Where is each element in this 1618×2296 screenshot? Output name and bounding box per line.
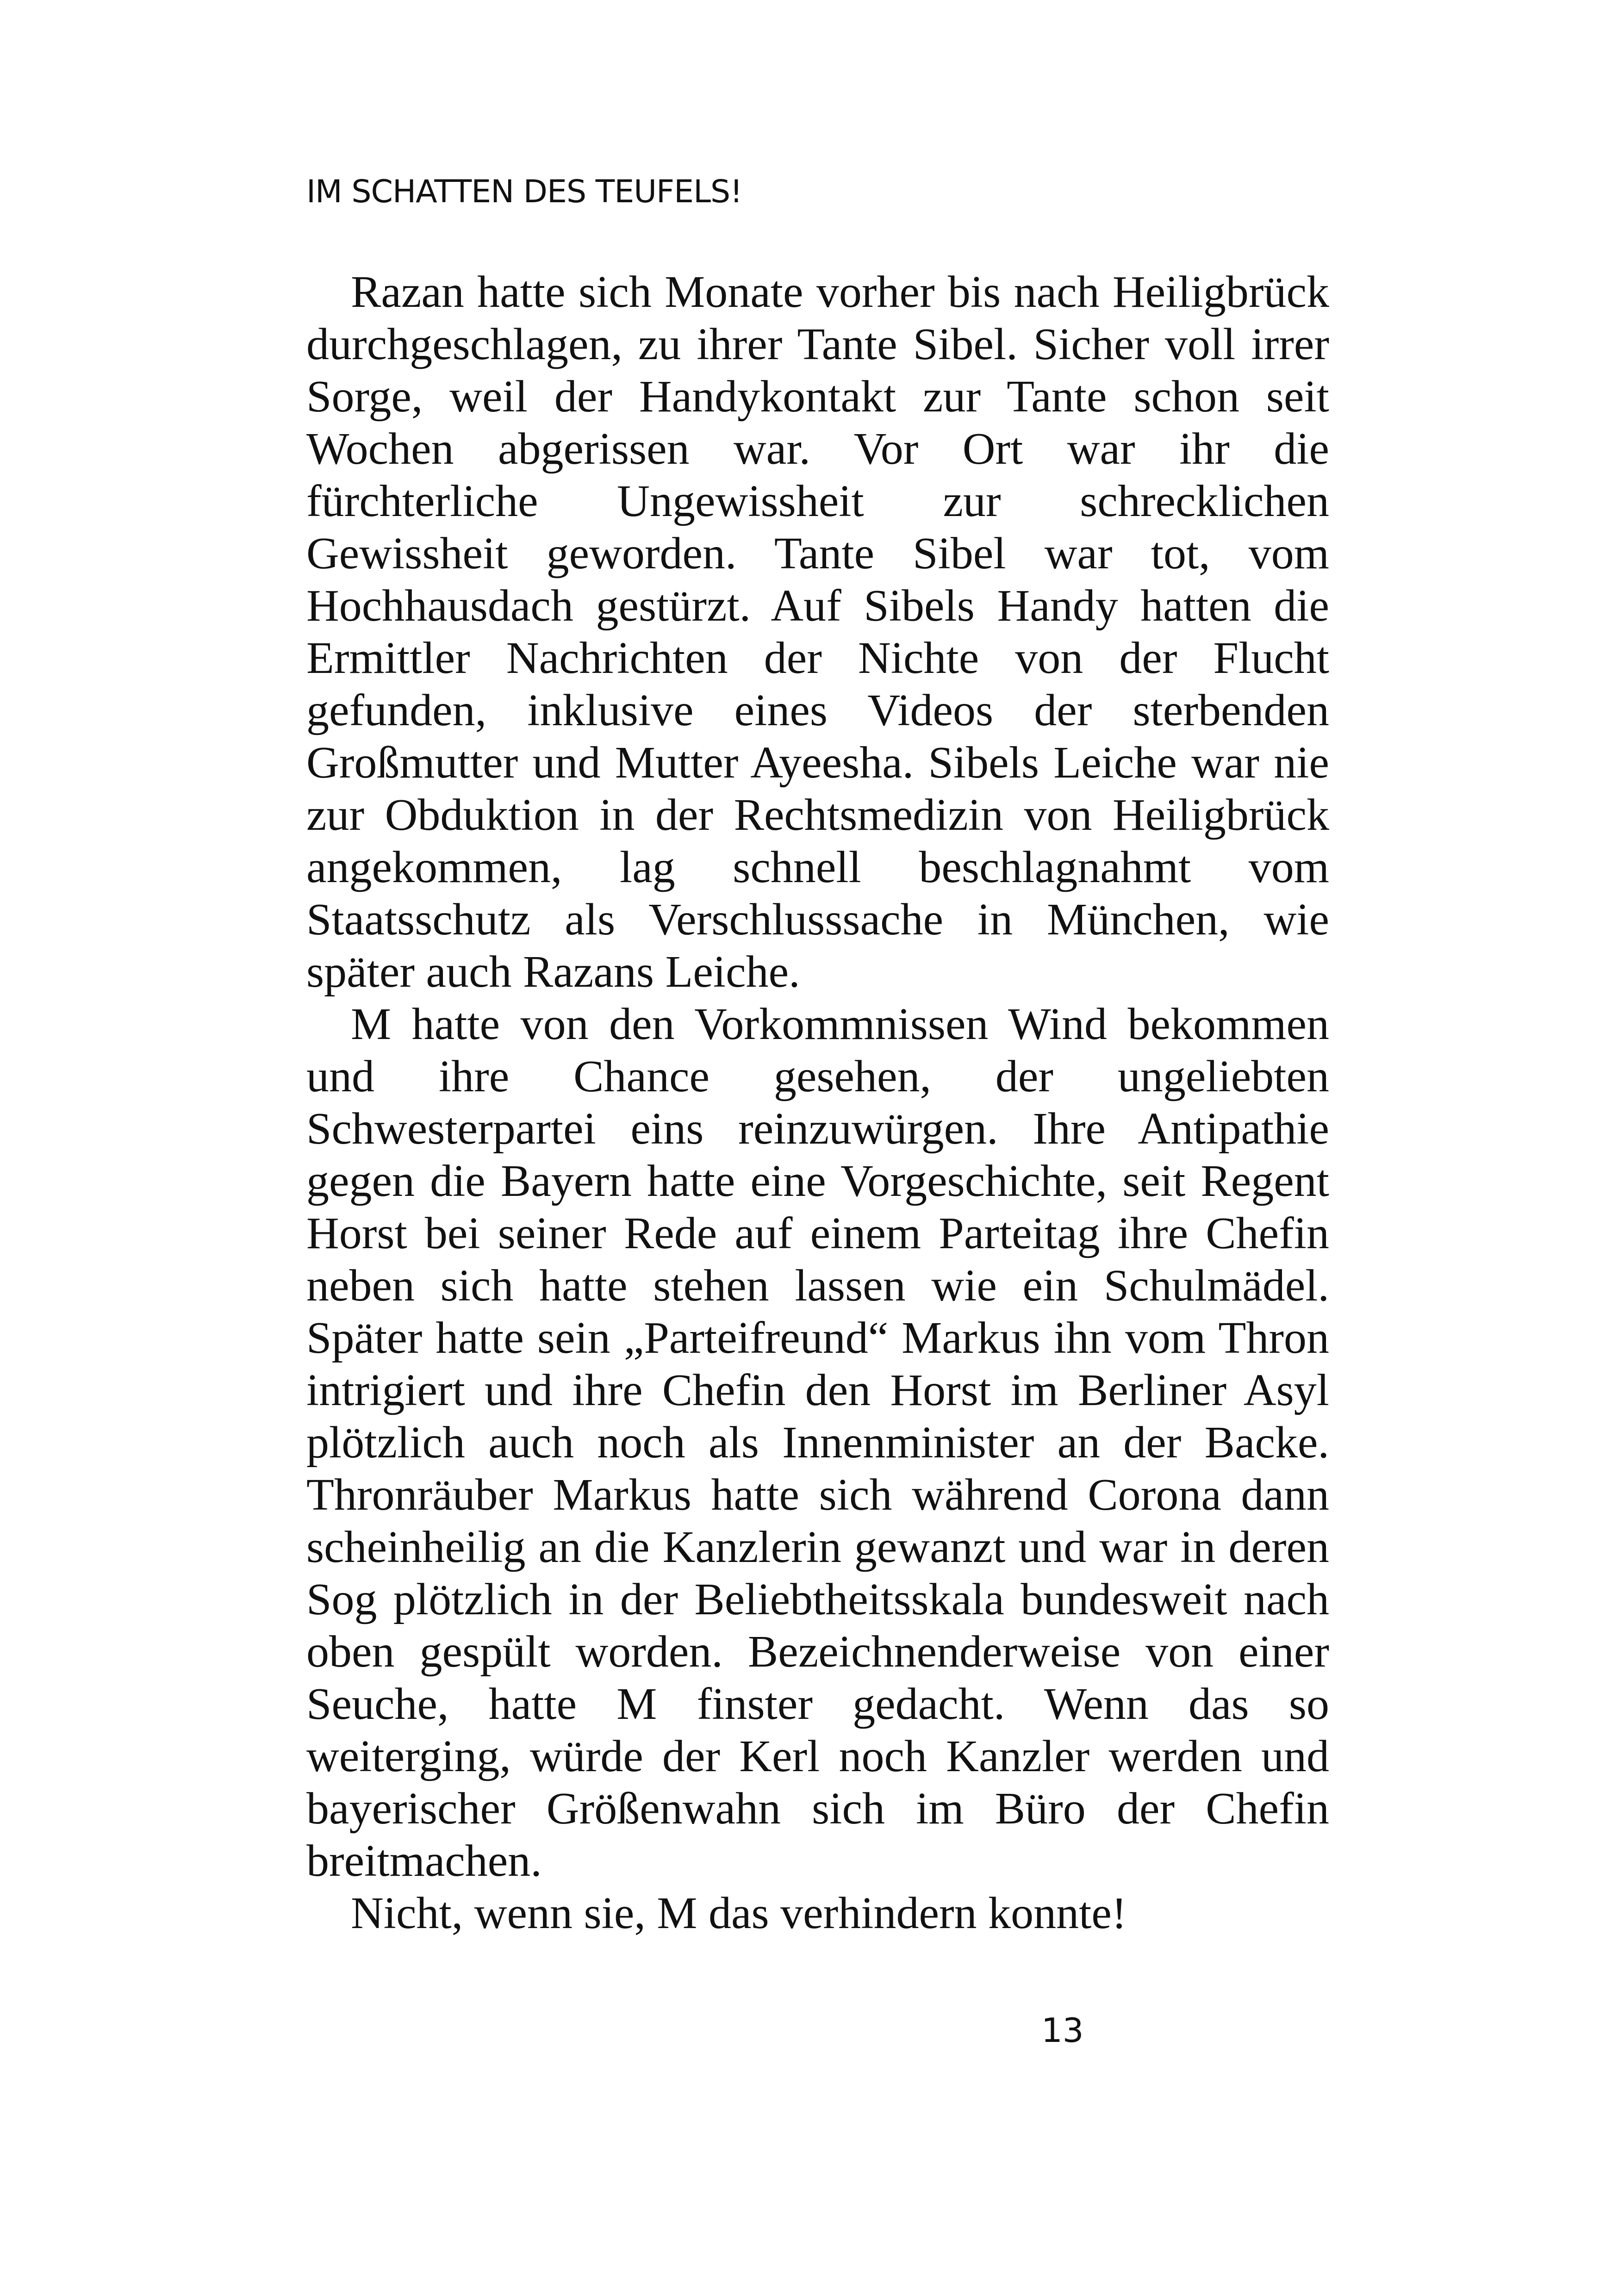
paragraph-1: Razan hatte sich Monate vorher bis nach Heiligbrück durchgeschlagen, zu ihrer Tante Sibel. Sicher voll irrer Sorge, weil der Handykontakt zur Tante schon seit Wochen abgerissen war. Vor Ort war ihr die fürchterliche Ungewissheit zur schrecklichen Gewissheit geworden. Tante Sibel war tot, vom Hochhausdach gestürzt. Auf Sibels Handy hatten die Ermittler Nachrichten der Nichte von der Flucht gefunden, inklusive eines Videos der sterbenden Großmutter und Mutter Ayeesha. Sibels Leiche war nie zur Obduktion in der Rechtsmedizin von Heiligbrück angekommen, lag schnell beschlagnahmt vom Staatsschutz als Verschlusssache in München, wie später auch Razans Leiche.: [306, 267, 1329, 997]
paragraph-3: Nicht, wenn sie, M das verhindern konnte!: [351, 1888, 1127, 1938]
page-number: 13: [1041, 2011, 1084, 2050]
paragraph-2: M hatte von den Vorkommnissen Wind bekommen und ihre Chance gesehen, der ungeliebten Schwesterpartei eins reinzuwürgen. Ihre Antipathie gegen die Bayern hatte eine Vorgeschichte, seit Regent Horst bei seiner Rede auf einem Parteitag ihre Chefin neben sich hatte stehen lassen wie ein Schulmädel. Später hatte sein „Parteifreund“ Markus ihn vom Thron intrigiert und ihre Chefin den Horst im Berliner Asyl plötzlich auch noch als Innenminister an der Backe. Thronräuber Markus hatte sich während Corona dann scheinheilig an die Kanzlerin gewanzt und war in deren Sog plötzlich in der Beliebtheitsskala bundesweit nach oben gespült worden. Bezeichnenderweise von einer Seuche, hatte M finster gedacht. Wenn das so weiterging, würde der Kerl noch Kanzler werden und bayerischer Größenwahn sich im Büro der Chefin breitmachen.: [306, 999, 1329, 1886]
running-head-title: IM SCHATTEN DES TEUFELS!: [306, 174, 742, 210]
body-text: [306, 266, 1329, 1940]
